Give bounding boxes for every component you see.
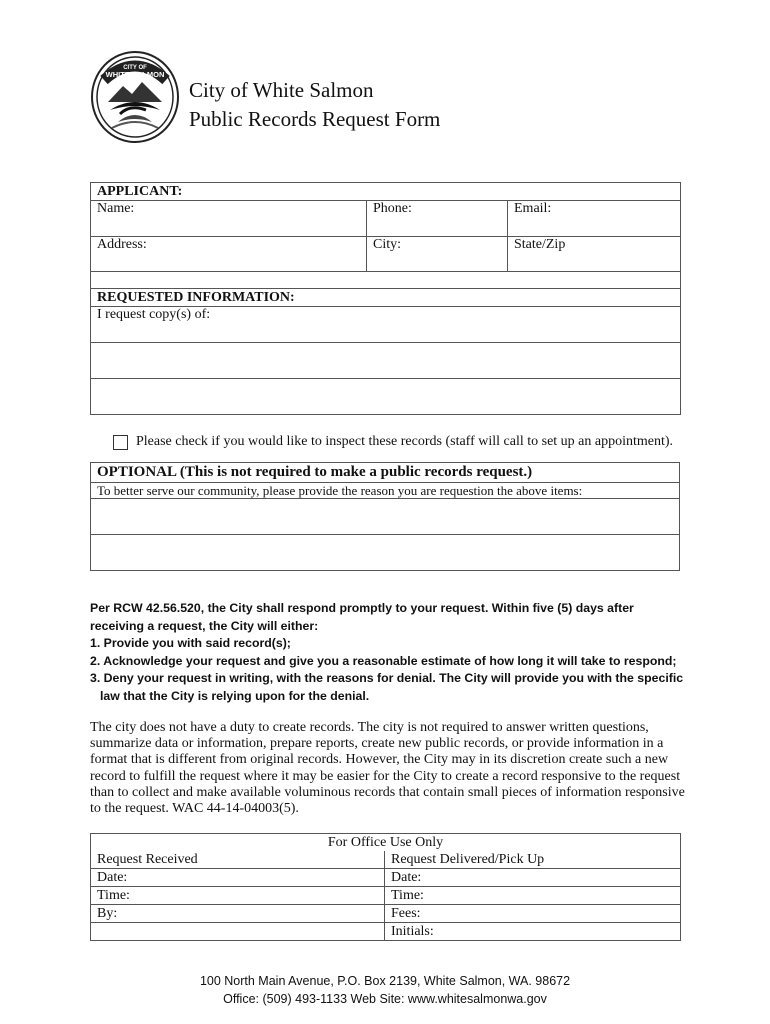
svg-text:WHITE SALMON: WHITE SALMON xyxy=(105,70,165,79)
rcw-item-3: 3. Deny your request in writing, with the reasons for denial. The City will provide you with the specific xyxy=(90,671,684,686)
footer-address: 100 North Main Avenue, P.O. Box 2139, White Salmon, WA. 98672 xyxy=(199,974,571,988)
delivered-date-label: Date: xyxy=(391,870,422,885)
disclaimer-line: format that is different from original records. However, the City may in its discretion create such a new xyxy=(90,752,669,768)
office-heading: For Office Use Only xyxy=(327,835,444,850)
svg-text:CITY OF: CITY OF xyxy=(123,65,147,71)
city-field[interactable] xyxy=(367,237,508,272)
rcw-intro-1: Per RCW 42.56.520, the City shall respond promptly to your request. Within five (5) days after xyxy=(90,601,634,615)
office-heading-cell xyxy=(91,834,681,852)
rcw-item-2: 2. Acknowledge your request and give you a reasonable estimate of how long it will take to respond; xyxy=(90,653,677,668)
delivered-time-label: Time: xyxy=(391,888,424,903)
received-column-header xyxy=(91,851,385,869)
request-field-line-3[interactable] xyxy=(91,379,681,415)
phone-label: Phone: xyxy=(373,201,412,216)
disclaimer-line: record to fulfill the request where it may be easier for the City to create a record responsive to the request xyxy=(90,768,681,784)
state-zip-field[interactable] xyxy=(508,237,681,272)
city-label: City: xyxy=(373,237,402,252)
inspect-option xyxy=(113,434,673,450)
title-line-city: City of White Salmon xyxy=(189,78,374,102)
optional-heading-cell xyxy=(91,463,680,483)
inspect-label: Please check if you would like to inspect these records (staff will call to set up an appointment). xyxy=(136,434,674,449)
rcw-notice xyxy=(90,600,690,706)
request-field-line-2[interactable] xyxy=(91,343,681,379)
name-label: Name: xyxy=(97,201,135,216)
applicant-heading-cell xyxy=(91,183,681,201)
delivered-column-header xyxy=(385,851,681,869)
applicant-table xyxy=(90,182,681,415)
requested-heading-cell xyxy=(91,289,681,307)
page-footer xyxy=(0,972,770,1008)
title-line-form: Public Records Request Form xyxy=(189,107,441,131)
inspect-checkbox[interactable] xyxy=(113,435,128,450)
received-date-field[interactable] xyxy=(91,869,385,887)
rcw-item-3-cont: law that the City is relying upon for the denial. xyxy=(100,688,370,703)
initials-field[interactable] xyxy=(385,923,681,941)
delivered-date-field[interactable] xyxy=(385,869,681,887)
disclaimer-line: The city does not have a duty to create records. The city is not required to answer written questions, xyxy=(90,720,649,735)
name-field[interactable] xyxy=(91,201,367,237)
optional-heading: OPTIONAL (This is not required to make a public records request.) xyxy=(97,464,533,480)
empty-cell xyxy=(91,923,385,941)
rcw-intro-2: receiving a request, the City will either: xyxy=(90,618,319,633)
request-field[interactable] xyxy=(91,307,681,343)
disclaimer-line: than to collect and make available voluminous records that contain small pieces of information responsive xyxy=(90,784,685,800)
applicant-heading: APPLICANT: xyxy=(97,184,183,199)
fees-label: Fees: xyxy=(391,906,421,921)
delivered-label: Request Delivered/Pick Up xyxy=(391,852,545,867)
received-by-label: By: xyxy=(97,906,118,921)
disclaimer-line: to the request. WAC 44-14-04003(5). xyxy=(90,801,299,817)
address-label: Address: xyxy=(97,237,147,252)
reason-field-line-1[interactable] xyxy=(91,499,680,535)
optional-prompt-cell xyxy=(91,483,680,499)
email-field[interactable] xyxy=(508,201,681,237)
address-field[interactable] xyxy=(91,237,367,272)
city-seal-logo xyxy=(90,50,180,144)
disclaimer-paragraph xyxy=(90,720,690,817)
received-time-label: Time: xyxy=(97,888,130,903)
email-label: Email: xyxy=(514,201,552,216)
blank-row xyxy=(91,272,681,289)
state-zip-label: State/Zip xyxy=(514,237,566,252)
rcw-item-1: 1. Provide you with said record(s); xyxy=(90,636,291,651)
received-date-label: Date: xyxy=(97,870,128,885)
requested-heading: REQUESTED INFORMATION: xyxy=(97,290,295,305)
request-label: I request copy(s) of: xyxy=(97,307,211,322)
received-time-field[interactable] xyxy=(91,887,385,905)
fees-field[interactable] xyxy=(385,905,681,923)
phone-field[interactable] xyxy=(367,201,508,237)
office-use-table xyxy=(90,833,681,941)
optional-prompt: To better serve our community, please provide the reason you are requestion the above items: xyxy=(97,483,583,498)
initials-label: Initials: xyxy=(391,924,434,939)
footer-contact: Office: (509) 493-1133 Web Site: www.whitesalmonwa.gov xyxy=(223,992,547,1006)
received-by-field[interactable] xyxy=(91,905,385,923)
page-title xyxy=(189,76,440,134)
disclaimer-line: summarize data or information, prepare reports, create new public records, or provide information in a xyxy=(90,736,664,752)
delivered-time-field[interactable] xyxy=(385,887,681,905)
optional-table xyxy=(90,462,680,571)
received-label: Request Received xyxy=(97,852,198,867)
reason-field-line-2[interactable] xyxy=(91,535,680,571)
